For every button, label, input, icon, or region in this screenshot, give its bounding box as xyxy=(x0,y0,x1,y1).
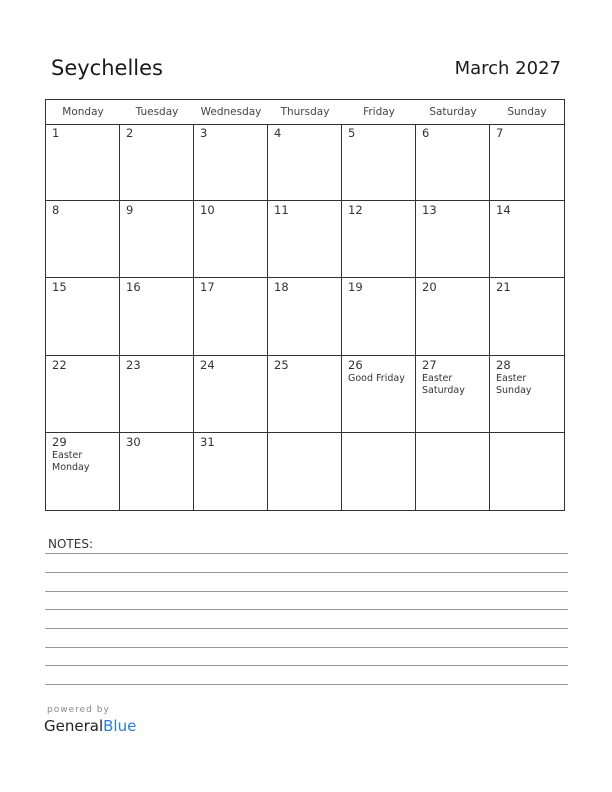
date-number: 23 xyxy=(126,357,141,372)
date-number: 1 xyxy=(52,126,60,140)
weekday-header xyxy=(46,100,564,125)
note-line xyxy=(45,665,568,666)
date-number: 20 xyxy=(422,280,437,295)
date-number: 10 xyxy=(200,203,215,218)
day-cell xyxy=(194,356,268,433)
day-cell xyxy=(416,433,490,510)
day-cell xyxy=(490,124,564,201)
day-cell xyxy=(342,124,416,201)
date-number: 4 xyxy=(274,126,282,140)
date-number: 17 xyxy=(200,280,215,295)
date-number: 9 xyxy=(126,203,134,218)
date-number: 13 xyxy=(422,203,437,218)
note-line xyxy=(45,553,568,554)
month-year-title: March 2027 xyxy=(454,58,561,79)
holiday-label: Easter Monday xyxy=(52,449,90,473)
date-number: 15 xyxy=(52,280,67,295)
date-number: 6 xyxy=(422,126,430,140)
note-line xyxy=(45,684,568,685)
holiday-label: Easter Sunday xyxy=(496,372,532,396)
date-number: 28 xyxy=(496,357,511,372)
date-number: 21 xyxy=(496,280,511,295)
day-cell xyxy=(46,124,120,201)
notes-label: NOTES: xyxy=(48,537,93,551)
day-cell xyxy=(342,433,416,510)
date-number: 31 xyxy=(200,434,215,449)
note-line xyxy=(45,647,568,648)
weekday-label: Sunday xyxy=(507,106,547,118)
weekday-label: Saturday xyxy=(429,106,477,118)
note-line xyxy=(45,609,568,610)
day-cell xyxy=(490,356,564,433)
day-cell xyxy=(46,278,120,355)
day-cell xyxy=(416,201,490,278)
day-cell xyxy=(46,356,120,433)
day-cell xyxy=(120,356,194,433)
date-number: 7 xyxy=(496,126,504,140)
brand-general: General xyxy=(44,717,104,735)
weekday-label: Wednesday xyxy=(200,106,262,118)
date-number: 16 xyxy=(126,280,141,295)
weekday-label: Tuesday xyxy=(135,106,179,118)
note-line xyxy=(45,572,568,573)
day-cell xyxy=(268,201,342,278)
holiday-label: Easter Saturday xyxy=(422,372,465,396)
date-number: 5 xyxy=(348,126,356,140)
date-number: 3 xyxy=(200,126,208,140)
day-grid xyxy=(46,124,564,510)
day-cell xyxy=(268,278,342,355)
holiday-label: Good Friday xyxy=(348,372,405,384)
date-number: 24 xyxy=(200,357,215,372)
brand-blue: Blue xyxy=(103,717,137,735)
day-cell xyxy=(342,278,416,355)
day-cell xyxy=(46,433,120,510)
date-number: 18 xyxy=(274,280,289,295)
day-cell xyxy=(342,356,416,433)
date-number: 29 xyxy=(52,434,67,449)
day-cell xyxy=(490,278,564,355)
date-number: 8 xyxy=(52,203,60,218)
day-cell xyxy=(416,278,490,355)
date-number: 25 xyxy=(274,357,289,372)
day-cell xyxy=(120,433,194,510)
day-cell xyxy=(46,201,120,278)
date-number: 19 xyxy=(348,280,363,295)
day-cell xyxy=(342,201,416,278)
weekday-label: Friday xyxy=(363,106,395,118)
day-cell xyxy=(490,433,564,510)
date-number: 30 xyxy=(126,434,141,449)
day-cell xyxy=(194,124,268,201)
date-number: 14 xyxy=(496,203,511,218)
day-cell xyxy=(120,278,194,355)
day-cell xyxy=(490,201,564,278)
date-number: 22 xyxy=(52,357,67,372)
date-number: 27 xyxy=(422,357,437,372)
day-cell xyxy=(194,278,268,355)
day-cell xyxy=(416,356,490,433)
day-cell xyxy=(268,124,342,201)
date-number: 11 xyxy=(274,203,289,218)
weekday-label: Thursday xyxy=(280,106,330,118)
day-cell xyxy=(416,124,490,201)
day-cell xyxy=(194,201,268,278)
powered-by-text: powered by xyxy=(47,705,110,715)
day-cell xyxy=(194,433,268,510)
generalblue-logo xyxy=(44,717,136,735)
note-line xyxy=(45,591,568,592)
day-cell xyxy=(120,201,194,278)
day-cell xyxy=(120,124,194,201)
day-cell xyxy=(268,433,342,510)
note-line xyxy=(45,628,568,629)
date-number: 2 xyxy=(126,126,134,140)
date-number: 26 xyxy=(348,357,363,372)
country-title: Seychelles xyxy=(51,56,163,80)
calendar-grid xyxy=(45,99,565,511)
date-number: 12 xyxy=(348,203,363,218)
day-cell xyxy=(268,356,342,433)
weekday-label: Monday xyxy=(62,106,104,118)
